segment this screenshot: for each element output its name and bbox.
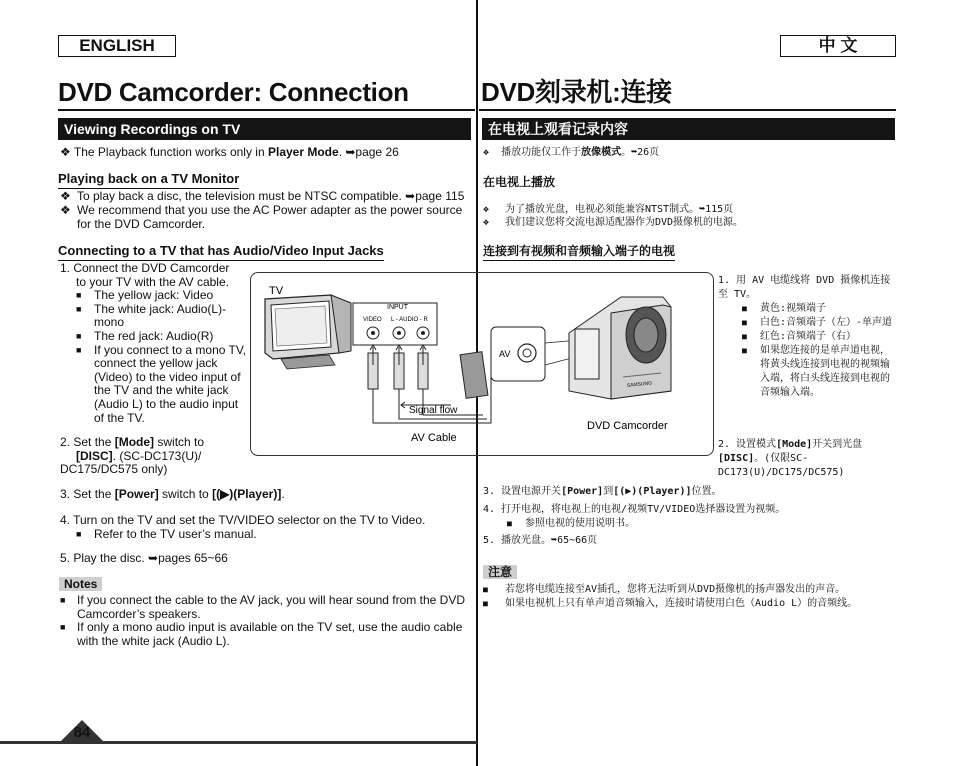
diamond-bullet-icon: ❖ [483, 217, 490, 228]
step4-text: 4. Turn on the TV and set the TV/VIDEO selector on the TV to Video. [60, 513, 426, 527]
title-rule-en [58, 109, 475, 111]
subheading-cn-playing: 在电视上播放 [483, 175, 556, 189]
item-text: 黄色:视频端子 [760, 303, 827, 314]
cn-step3-pre: 3. 设置电源开关 [483, 486, 562, 497]
cn-step2-disc: [DISC] [718, 453, 755, 464]
square-bullet-icon: ■ [76, 290, 82, 301]
step3-pre: 3. Set the [60, 487, 115, 501]
tv-icon [265, 295, 351, 369]
square-bullet-icon: ■ [76, 330, 82, 341]
brand-label: SAMSUNG [626, 380, 653, 389]
section-bar-en: Viewing Recordings on TV [58, 118, 471, 140]
step1-line2: to your TV with the AV cable. [76, 274, 229, 289]
list-item [60, 528, 472, 542]
step2-disc: [DISC] [76, 448, 113, 463]
cn-step2-mid: 开关到光盘 [812, 439, 863, 450]
cn-step4-sub: 参照电视的使用说明书。 [525, 518, 635, 529]
note-text: If only a mono audio input is available on the TV set, use the audio cable with the white jack (Audio L). [77, 620, 463, 648]
step4-cn [483, 503, 895, 531]
list-item [76, 303, 250, 330]
intro-cn [483, 146, 893, 160]
list-item [483, 583, 895, 597]
item-text: 红色:音频端子（右） [760, 331, 857, 342]
tv-label: TV [269, 285, 284, 297]
note-text: 若您将电缆连接至AV插孔，您将无法听到从DVD摄像机的扬声器发出的声音。 [505, 584, 846, 595]
item-text: If you connect to a mono TV, connect the yellow jack (Video) to the video input of the TV and the white jack (Audio L) to the audio input of the TV. [94, 342, 247, 425]
square-bullet-icon: ■ [76, 528, 82, 539]
input-label: INPUT [387, 304, 408, 311]
list-item [76, 289, 250, 303]
cn-b1-text: 为了播放光盘，电视必须能兼容NTST制式。➥115页 [505, 204, 734, 215]
cn-step1-text: 1. 用 AV 电缆线将 DVD 摄像机连接至 TV。 [718, 275, 891, 300]
step5-en: 5. Play the disc. ➥pages 65~66 [60, 551, 228, 565]
signal-flow-label: Signal flow [409, 405, 458, 416]
cn-bullet1 [483, 203, 893, 217]
list-item [60, 594, 472, 621]
sub1-bullet2 [60, 204, 472, 231]
list-item [718, 316, 896, 330]
list-item [483, 597, 895, 611]
list-item [718, 330, 896, 344]
cn-bullet2 [483, 216, 893, 230]
list-item [76, 330, 250, 344]
page-title-cn: DVD刻录机:连接 [481, 77, 672, 107]
intro-cn-pre: 播放功能仅工作于 [501, 147, 582, 158]
step2-rest: . (SC-DC173(U)/ DC175/DC575 only) [60, 448, 202, 477]
square-bullet-icon: ■ [60, 622, 66, 633]
notes-en [60, 594, 472, 648]
audio-label: L - AUDIO - R [391, 317, 428, 323]
title-rule-cn [479, 109, 896, 111]
square-bullet-icon: ■ [76, 303, 82, 314]
square-bullet-icon: ■ [507, 519, 512, 528]
intro-en [60, 146, 470, 160]
square-bullet-icon: ■ [742, 318, 747, 327]
step1-line1: 1. Connect the DVD Camcorder [60, 261, 230, 275]
step3-player: [(▶)(Player)] [212, 487, 282, 501]
camcorder-label: DVD Camcorder [587, 420, 668, 432]
square-bullet-icon: ■ [60, 595, 66, 605]
english-label: ENGLISH [58, 35, 176, 57]
list-item [718, 344, 896, 400]
step1-en [60, 262, 250, 425]
list-item [60, 621, 472, 648]
item-text: The yellow jack: Video [94, 288, 214, 303]
diamond-bullet-icon: ❖ [483, 204, 490, 215]
square-bullet-icon: ■ [76, 344, 82, 355]
sub1-b2-text: We recommend that you use the AC Power adapter as the power source for the DVD Camcorder. [77, 203, 463, 231]
square-bullet-icon: ■ [742, 346, 747, 355]
connection-diagram-svg [251, 273, 713, 455]
intro-post: . ➥page 26 [338, 145, 399, 159]
notes-cn [483, 583, 895, 611]
signal-flow-arrows [370, 345, 451, 408]
item-text: 白色:音频端子（左）-单声道 [760, 317, 893, 328]
diamond-bullet-icon: ❖ [60, 189, 71, 203]
page-title-en: DVD Camcorder: Connection [58, 77, 409, 107]
av-cable-label: AV Cable [411, 432, 457, 444]
step1-cn [718, 274, 896, 400]
item-text: 如果您连接的是单声道电视，将黄头线连接到电视的视频输入端，将白头线连接到电视的音频输入端。 [760, 345, 890, 398]
sub1-b1-text: To play back a disc, the television must be NTSC compatible. ➥page 115 [77, 189, 465, 203]
subheading-playing-back: Playing back on a TV Monitor [58, 171, 239, 189]
list-item [483, 517, 895, 531]
diamond-bullet-icon: ❖ [60, 145, 71, 159]
step2-mid: switch to [154, 435, 205, 449]
cn-step2-rest: 。(仅限SC-DC173(U)/DC175/DC575) [718, 453, 845, 478]
step2-cn [718, 438, 896, 480]
note-text: If you connect the cable to the AV jack, you will hear sound from the DVD Camcorder’s speakers. [77, 593, 465, 621]
section-bar-cn: 在电视上观看记录内容 [482, 118, 895, 140]
camcorder-icon [569, 297, 671, 399]
subheading-connecting: Connecting to a TV that has Audio/Video Input Jacks [58, 243, 384, 261]
diamond-bullet-icon: ❖ [60, 203, 71, 217]
step4-sub: Refer to the TV user’s manual. [94, 526, 257, 541]
chinese-label: 中 文 [780, 35, 896, 57]
sub1-bullet1 [60, 190, 472, 204]
note-text: 如果电视机上只有单声道音频输入，连接时请使用白色（Audio L）的音频线。 [505, 598, 858, 609]
av-label: AV [499, 349, 511, 359]
cn-step3-end: 位置。 [691, 486, 722, 497]
cn-step2-mode: [Mode] [776, 439, 813, 450]
item-text: The white jack: Audio(L)-mono [94, 301, 227, 330]
intro-bold: Player Mode [267, 145, 339, 159]
square-bullet-icon: ■ [483, 599, 488, 608]
step2-en [60, 436, 242, 477]
notes-label-cn: 注意 [483, 565, 517, 579]
step5-cn: 5. 播放光盘。➥65~66页 [483, 535, 598, 546]
intro-text: The Playback function works only in [73, 145, 268, 159]
cn-b2-text: 我们建议您将交流电源适配器作为DVD摄像机的电源。 [505, 217, 744, 228]
video-label: VIDEO [363, 317, 382, 323]
step4-en [60, 514, 472, 541]
tv-input-panel [353, 303, 437, 345]
cn-step3-mid: 到 [603, 486, 614, 497]
step2-pre: 2. Set the [60, 435, 115, 449]
step3-power: [Power] [114, 487, 159, 501]
square-bullet-icon: ■ [742, 332, 747, 341]
subheading-cn-connecting: 连接到有视频和音频输入端子的电视 [483, 243, 675, 261]
list-item [76, 344, 250, 426]
intro-cn-post: 。➥26页 [621, 147, 660, 158]
step3-end: . [281, 487, 285, 501]
step2-mode: [Mode] [114, 435, 155, 449]
step3-cn [483, 485, 895, 499]
notes-label-en: Notes [59, 577, 102, 591]
connection-diagram [250, 272, 714, 456]
intro-cn-bold: 放像模式 [581, 147, 622, 158]
square-bullet-icon: ■ [742, 304, 747, 313]
diamond-bullet-icon: ❖ [483, 147, 490, 158]
cn-step2-pre: 2. 设置模式 [718, 439, 777, 450]
page-number: 84 [73, 724, 91, 741]
item-text: The red jack: Audio(R) [94, 328, 214, 343]
step3-en [60, 488, 472, 502]
cn-step3-power: [Power] [561, 486, 604, 497]
cn-step3-player: [(▶)(Player)] [613, 486, 692, 497]
list-item [718, 302, 896, 316]
step3-mid: switch to [158, 487, 213, 501]
cn-step4-text: 4. 打开电视，将电视上的电视/视频TV/VIDEO选择器设置为视频。 [483, 504, 786, 515]
square-bullet-icon: ■ [483, 585, 488, 594]
